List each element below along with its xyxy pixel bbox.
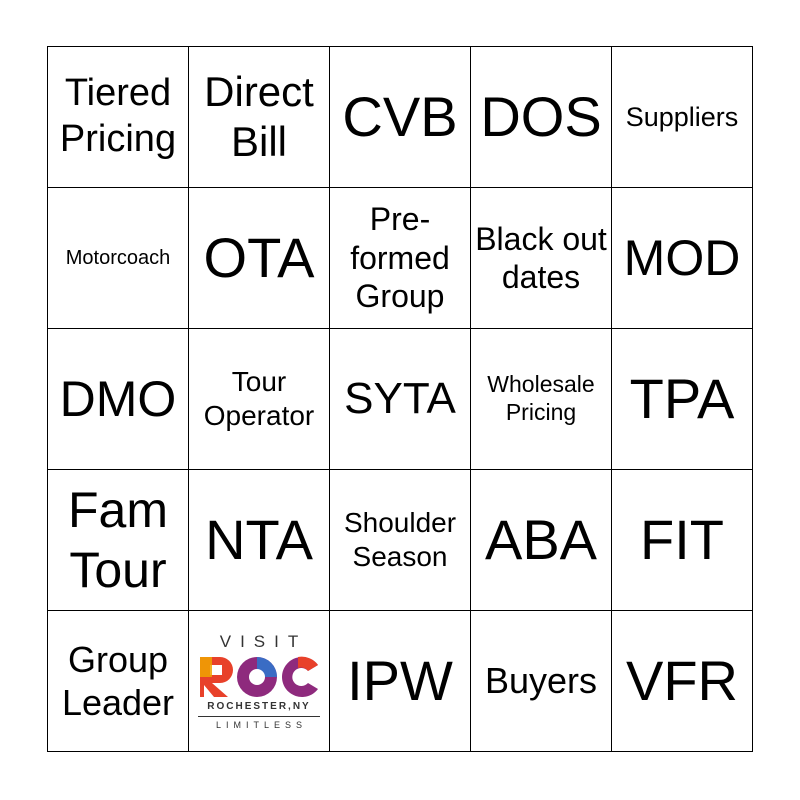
bingo-cell[interactable] <box>330 47 471 188</box>
logo-top-text: VISIT <box>219 631 308 651</box>
cell-label: Motorcoach <box>65 247 171 269</box>
bingo-cell[interactable] <box>189 329 330 470</box>
bingo-cell[interactable] <box>612 188 753 329</box>
logo-city-text: ROCHESTER,NY <box>207 700 311 712</box>
bingo-cell[interactable] <box>612 329 753 470</box>
bingo-cell[interactable] <box>612 611 753 752</box>
cell-label: MOD <box>623 230 741 286</box>
bingo-cell[interactable] <box>330 329 471 470</box>
cell-label: Suppliers <box>625 101 739 132</box>
bingo-cell[interactable] <box>189 188 330 329</box>
cell-label: CVB <box>342 85 458 149</box>
cell-label: Buyers <box>484 660 598 702</box>
cell-label: ABA <box>484 508 598 572</box>
cell-label: FIT <box>640 508 724 572</box>
cell-label: SYTA <box>344 373 456 423</box>
bingo-cell[interactable] <box>612 47 753 188</box>
logo-tagline: LIMITLESS <box>215 719 307 730</box>
cell-label: Pre-formed Group <box>350 201 450 315</box>
cell-label: IPW <box>347 649 453 713</box>
bingo-cell[interactable] <box>471 611 612 752</box>
bingo-cell[interactable] <box>471 470 612 611</box>
cell-label: VFR <box>626 649 738 713</box>
bingo-cell[interactable] <box>48 611 189 752</box>
bingo-cell[interactable] <box>48 329 189 470</box>
cell-label: Direct Bill <box>204 67 314 165</box>
cell-label: Shoulder Season <box>343 507 457 572</box>
bingo-cell[interactable] <box>48 47 189 188</box>
bingo-cell[interactable] <box>189 47 330 188</box>
cell-label: Fam Tour <box>68 482 168 598</box>
logo-cell[interactable] <box>189 611 330 752</box>
cell-label: Black out dates <box>475 220 607 295</box>
roc-wordmark <box>198 653 320 699</box>
bingo-cell[interactable] <box>189 470 330 611</box>
bingo-cell[interactable] <box>471 47 612 188</box>
cell-label: Wholesale Pricing <box>487 371 595 425</box>
bingo-cell[interactable] <box>471 329 612 470</box>
bingo-cell[interactable] <box>471 188 612 329</box>
bingo-cell[interactable] <box>330 611 471 752</box>
bingo-board <box>47 46 753 752</box>
bingo-cell[interactable] <box>330 188 471 329</box>
cell-label: Tiered Pricing <box>59 72 177 160</box>
bingo-cell[interactable] <box>612 470 753 611</box>
cell-label: Tour Operator <box>203 366 315 431</box>
cell-label: TPA <box>629 367 735 431</box>
cell-label: OTA <box>203 226 315 290</box>
bingo-cell[interactable] <box>330 470 471 611</box>
cell-label: NTA <box>205 508 313 572</box>
visit-roc-logo <box>198 633 320 730</box>
cell-label: DOS <box>480 85 602 149</box>
cell-label: Group Leader <box>61 638 175 723</box>
bingo-cell[interactable] <box>48 188 189 329</box>
cell-label: DMO <box>59 371 177 427</box>
logo-divider <box>198 716 320 717</box>
bingo-cell[interactable] <box>48 470 189 611</box>
